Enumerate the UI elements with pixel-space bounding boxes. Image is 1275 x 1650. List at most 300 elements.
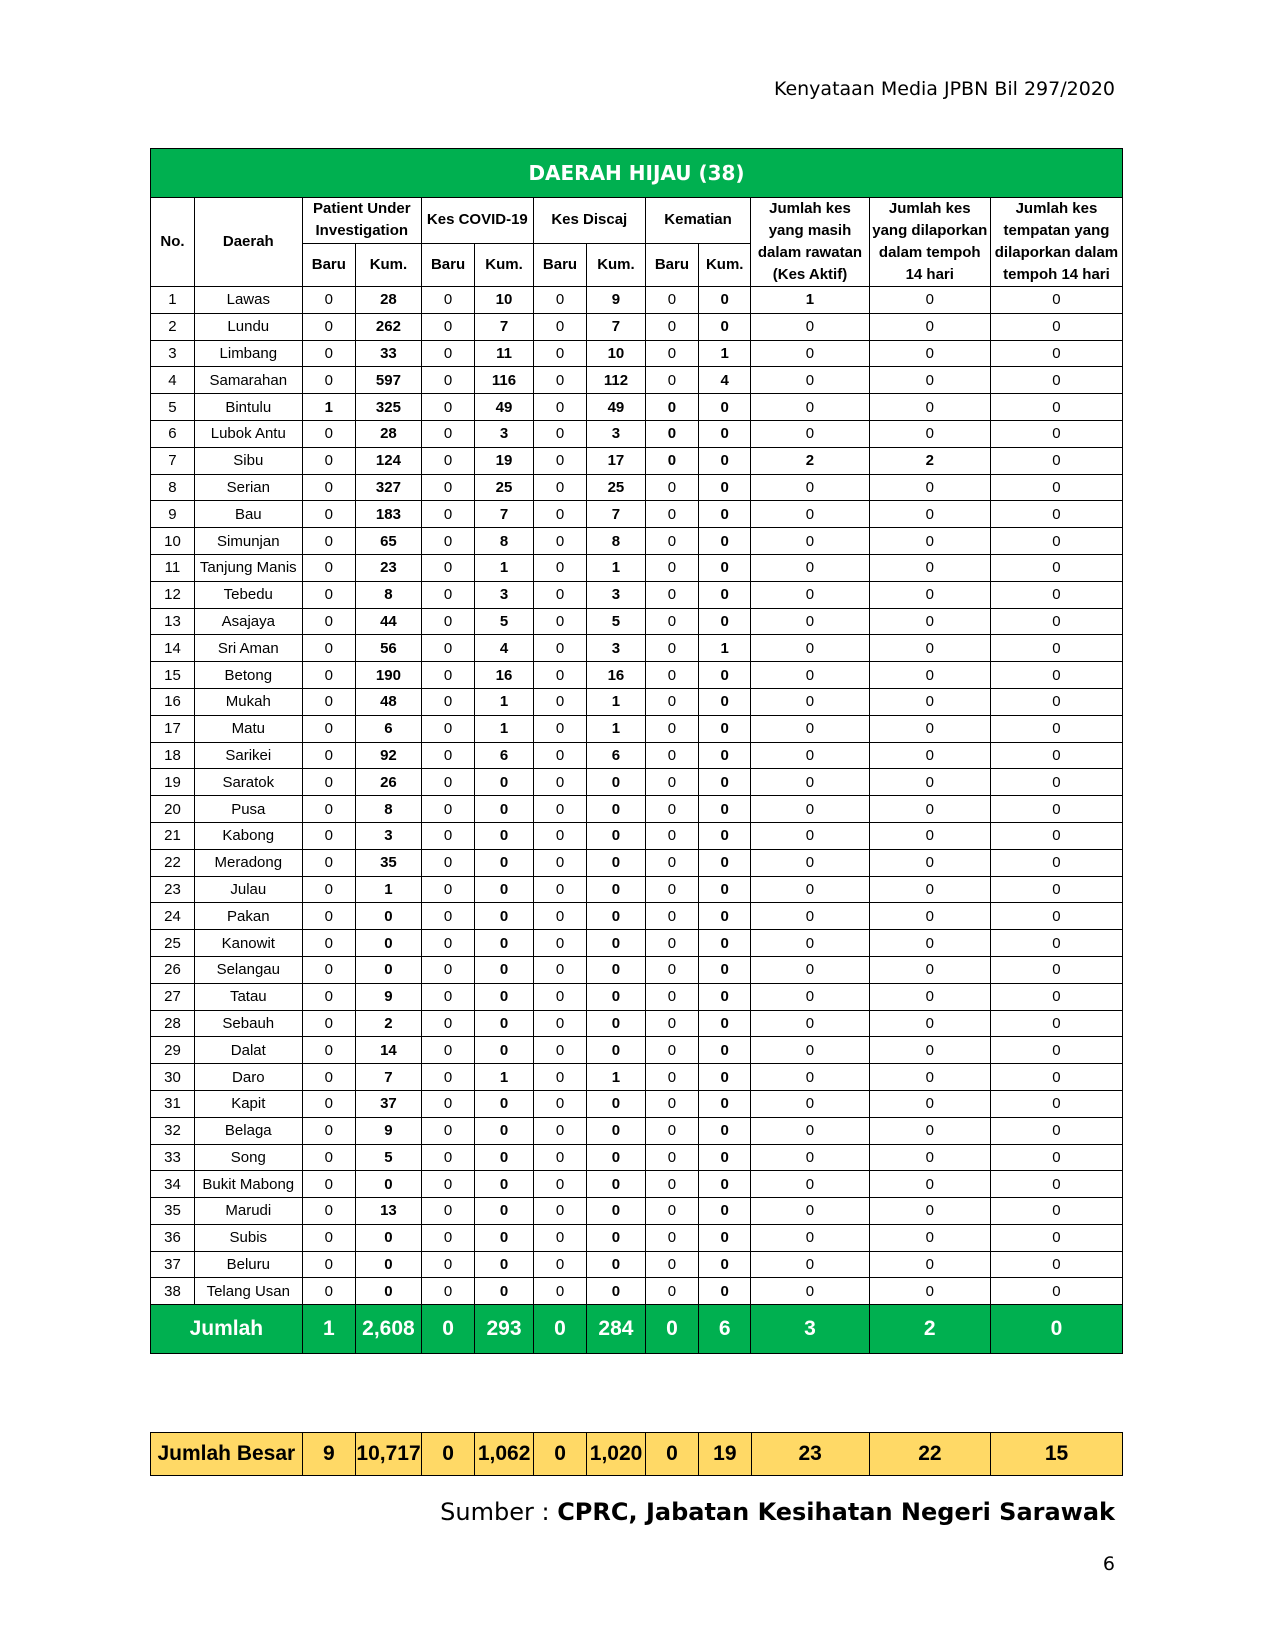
table-cell: 0 (421, 394, 474, 421)
grand-total-cell: 15 (991, 1433, 1123, 1476)
table-cell: 0 (990, 1144, 1122, 1171)
table-cell: 0 (533, 394, 586, 421)
table-cell: 0 (751, 662, 869, 689)
table-cell: 0 (421, 1224, 474, 1251)
daerah-name: Beluru (194, 1251, 302, 1278)
table-cell: 0 (533, 1144, 586, 1171)
grand-total-cell: 0 (645, 1433, 698, 1476)
table-cell: 0 (421, 1198, 474, 1225)
col-header-kes-covid: Kes COVID-19 (421, 198, 533, 244)
table-cell: 28 (356, 287, 422, 314)
table-cell: 0 (869, 340, 990, 367)
table-cell: 0 (421, 340, 474, 367)
table-cell: 0 (421, 581, 474, 608)
table-cell: 1 (699, 340, 751, 367)
total-label: Jumlah (151, 1305, 303, 1354)
table-cell: 0 (533, 474, 586, 501)
table-cell: 0 (645, 796, 698, 823)
table-row (151, 796, 1123, 823)
table-cell: 0 (302, 1224, 355, 1251)
table-cell: 7 (587, 313, 646, 340)
table-cell: 0 (475, 956, 534, 983)
table-cell: 0 (475, 1117, 534, 1144)
table-cell: 0 (587, 876, 646, 903)
col-header-kes-aktif: Jumlah kes yang masih dalam rawatan (Kes Aktif) (751, 198, 869, 287)
table-cell: 0 (751, 903, 869, 930)
table-cell: 0 (356, 1171, 422, 1198)
table-cell: 0 (990, 1278, 1122, 1305)
table-cell: 0 (302, 1144, 355, 1171)
table-cell: 0 (869, 742, 990, 769)
table-cell: 0 (869, 930, 990, 957)
table-cell: 0 (356, 956, 422, 983)
table-cell: 5 (475, 608, 534, 635)
table-cell: 0 (302, 849, 355, 876)
table-cell: 0 (587, 983, 646, 1010)
table-cell: 7 (475, 313, 534, 340)
table-cell: 0 (302, 983, 355, 1010)
table-cell: 0 (869, 1037, 990, 1064)
table-cell: 0 (699, 1278, 751, 1305)
table-cell: 0 (645, 608, 698, 635)
row-number: 29 (151, 1037, 195, 1064)
daerah-name: Kanowit (194, 930, 302, 957)
table-cell: 0 (990, 1224, 1122, 1251)
table-cell: 0 (869, 394, 990, 421)
table-cell: 1 (587, 1064, 646, 1091)
daerah-name: Kapit (194, 1090, 302, 1117)
total-cell: 0 (990, 1305, 1122, 1354)
table-cell: 0 (421, 313, 474, 340)
table-cell: 0 (645, 715, 698, 742)
table-cell: 0 (990, 1171, 1122, 1198)
table-cell: 0 (699, 1117, 751, 1144)
table-cell: 0 (869, 796, 990, 823)
table-cell: 0 (990, 742, 1122, 769)
table-cell: 0 (302, 367, 355, 394)
table-cell: 0 (645, 1198, 698, 1225)
table-cell: 0 (751, 1171, 869, 1198)
table-cell: 0 (645, 635, 698, 662)
table-cell: 0 (751, 528, 869, 555)
table-cell: 0 (645, 956, 698, 983)
daerah-name: Julau (194, 876, 302, 903)
table-cell: 0 (869, 1198, 990, 1225)
table-cell: 0 (751, 1251, 869, 1278)
table-row (151, 340, 1123, 367)
table-cell: 0 (645, 313, 698, 340)
table-cell: 0 (751, 715, 869, 742)
table-cell: 116 (475, 367, 534, 394)
table-cell: 0 (356, 930, 422, 957)
table-cell: 0 (990, 1198, 1122, 1225)
col-header-tempatan-14-hari: Jumlah kes tempatan yang dilaporkan dalam tempoh 14 hari (990, 198, 1122, 287)
table-cell: 3 (475, 581, 534, 608)
table-cell: 190 (356, 662, 422, 689)
table-cell: 0 (869, 715, 990, 742)
table-row (151, 903, 1123, 930)
row-number: 7 (151, 447, 195, 474)
table-cell: 0 (302, 742, 355, 769)
table-cell: 0 (699, 394, 751, 421)
table-cell: 0 (587, 1278, 646, 1305)
table-cell: 0 (421, 554, 474, 581)
table-cell: 8 (356, 796, 422, 823)
table-cell: 0 (990, 394, 1122, 421)
table-cell: 0 (645, 822, 698, 849)
row-number: 13 (151, 608, 195, 635)
table-cell: 0 (751, 581, 869, 608)
table-cell: 0 (990, 1037, 1122, 1064)
table-cell: 0 (699, 796, 751, 823)
table-cell: 0 (751, 1198, 869, 1225)
table-cell: 0 (421, 1090, 474, 1117)
row-number: 2 (151, 313, 195, 340)
grand-total-cell: 0 (533, 1433, 586, 1476)
table-cell: 183 (356, 501, 422, 528)
table-row (151, 447, 1123, 474)
table-cell: 0 (869, 1117, 990, 1144)
daerah-name: Dalat (194, 1037, 302, 1064)
table-cell: 11 (475, 340, 534, 367)
daerah-name: Mukah (194, 688, 302, 715)
table-cell: 0 (421, 1278, 474, 1305)
source-name: CPRC, Jabatan Kesihatan Negeri Sarawak (557, 1498, 1115, 1526)
daerah-name: Tebedu (194, 581, 302, 608)
grand-total-cell: 1,062 (475, 1433, 534, 1476)
table-cell: 0 (421, 742, 474, 769)
table-cell: 37 (356, 1090, 422, 1117)
daerah-name: Serian (194, 474, 302, 501)
daerah-name: Lubok Antu (194, 420, 302, 447)
table-cell: 0 (302, 715, 355, 742)
table-cell: 0 (751, 474, 869, 501)
table-cell: 0 (533, 742, 586, 769)
table-cell: 0 (587, 769, 646, 796)
table-cell: 0 (533, 1064, 586, 1091)
daerah-name: Tanjung Manis (194, 554, 302, 581)
table-cell: 0 (302, 1171, 355, 1198)
table-cell: 0 (699, 822, 751, 849)
table-cell: 0 (699, 501, 751, 528)
table-cell: 0 (699, 447, 751, 474)
table-cell: 10 (587, 340, 646, 367)
row-number: 19 (151, 769, 195, 796)
table-cell: 0 (533, 903, 586, 930)
table-cell: 0 (421, 528, 474, 555)
table-cell: 0 (533, 340, 586, 367)
table-row (151, 313, 1123, 340)
table-cell: 0 (645, 1144, 698, 1171)
table-cell: 0 (869, 420, 990, 447)
table-cell: 0 (751, 1010, 869, 1037)
row-number: 6 (151, 420, 195, 447)
total-cell: 6 (699, 1305, 751, 1354)
table-cell: 0 (751, 769, 869, 796)
daerah-name: Matu (194, 715, 302, 742)
table-cell: 0 (869, 769, 990, 796)
table-cell: 0 (421, 447, 474, 474)
table-cell: 0 (302, 796, 355, 823)
table-cell: 0 (302, 581, 355, 608)
table-cell: 0 (533, 876, 586, 903)
table-cell: 0 (421, 367, 474, 394)
table-cell: 0 (751, 367, 869, 394)
daerah-name: Simunjan (194, 528, 302, 555)
table-cell: 0 (533, 608, 586, 635)
table-cell: 0 (475, 849, 534, 876)
table-cell: 0 (533, 769, 586, 796)
table-cell: 1 (587, 554, 646, 581)
table-cell: 0 (587, 1171, 646, 1198)
table-cell: 0 (869, 608, 990, 635)
table-cell: 9 (356, 983, 422, 1010)
table-cell: 0 (990, 769, 1122, 796)
table-cell: 48 (356, 688, 422, 715)
table-cell: 0 (356, 1251, 422, 1278)
table-cell: 0 (421, 930, 474, 957)
col-header-daerah: Daerah (194, 198, 302, 287)
table-cell: 0 (990, 956, 1122, 983)
table-cell: 0 (421, 1064, 474, 1091)
row-number: 31 (151, 1090, 195, 1117)
table-cell: 0 (751, 688, 869, 715)
table-cell: 0 (533, 983, 586, 1010)
table-cell: 0 (699, 769, 751, 796)
table-row (151, 501, 1123, 528)
table-row (151, 581, 1123, 608)
table-cell: 44 (356, 608, 422, 635)
table-cell: 0 (751, 501, 869, 528)
daerah-name: Meradong (194, 849, 302, 876)
table-row (151, 983, 1123, 1010)
table-cell: 33 (356, 340, 422, 367)
table-cell: 0 (990, 688, 1122, 715)
table-cell: 0 (533, 796, 586, 823)
table-row (151, 956, 1123, 983)
table-cell: 0 (533, 1117, 586, 1144)
table-cell: 65 (356, 528, 422, 555)
total-cell: 1 (302, 1305, 355, 1354)
table-cell: 0 (869, 474, 990, 501)
table-cell: 14 (356, 1037, 422, 1064)
table-body (151, 287, 1123, 1305)
table-cell: 0 (533, 930, 586, 957)
table-cell: 0 (475, 1037, 534, 1064)
table-cell: 0 (990, 313, 1122, 340)
table-cell: 1 (475, 715, 534, 742)
table-cell: 0 (751, 742, 869, 769)
table-cell: 0 (475, 1224, 534, 1251)
table-cell: 0 (699, 1224, 751, 1251)
table-cell: 92 (356, 742, 422, 769)
subheader-baru: Baru (302, 243, 355, 287)
table-cell: 3 (587, 635, 646, 662)
row-number: 1 (151, 287, 195, 314)
table-cell: 0 (421, 1117, 474, 1144)
table-cell: 19 (475, 447, 534, 474)
table-cell: 28 (356, 420, 422, 447)
table-cell: 0 (869, 501, 990, 528)
row-number: 5 (151, 394, 195, 421)
total-cell: 0 (645, 1305, 698, 1354)
table-cell: 0 (645, 688, 698, 715)
table-cell: 0 (421, 903, 474, 930)
table-cell: 0 (421, 608, 474, 635)
table-cell: 6 (587, 742, 646, 769)
table-cell: 0 (699, 983, 751, 1010)
table-cell: 0 (533, 501, 586, 528)
table-cell: 0 (475, 1278, 534, 1305)
table-cell: 0 (699, 1090, 751, 1117)
table-cell: 0 (475, 930, 534, 957)
page-header: Kenyataan Media JPBN Bil 297/2020 (773, 78, 1115, 100)
table-cell: 0 (421, 1251, 474, 1278)
table-cell: 0 (751, 394, 869, 421)
table-cell: 0 (990, 554, 1122, 581)
table-cell: 13 (356, 1198, 422, 1225)
table-cell: 0 (533, 1010, 586, 1037)
row-number: 10 (151, 528, 195, 555)
table-cell: 0 (869, 581, 990, 608)
total-cell: 0 (421, 1305, 474, 1354)
table-cell: 0 (990, 849, 1122, 876)
table-row (151, 1117, 1123, 1144)
table-cell: 0 (645, 528, 698, 555)
source-prefix: Sumber : (440, 1498, 558, 1526)
table-cell: 0 (533, 715, 586, 742)
table-cell: 3 (356, 822, 422, 849)
table-cell: 0 (302, 956, 355, 983)
table-cell: 0 (699, 287, 751, 314)
total-cell: 3 (751, 1305, 869, 1354)
table-cell: 0 (533, 287, 586, 314)
table-cell: 0 (645, 1251, 698, 1278)
table-cell: 0 (990, 474, 1122, 501)
table-cell: 0 (533, 581, 586, 608)
table-cell: 0 (421, 715, 474, 742)
table-cell: 0 (869, 1090, 990, 1117)
table-cell: 0 (751, 1144, 869, 1171)
table-cell: 0 (645, 849, 698, 876)
total-cell: 2,608 (356, 1305, 422, 1354)
table-cell: 1 (475, 1064, 534, 1091)
table-cell: 0 (699, 849, 751, 876)
table-cell: 112 (587, 367, 646, 394)
daerah-name: Bukit Mabong (194, 1171, 302, 1198)
table-cell: 0 (302, 1117, 355, 1144)
table-cell: 0 (302, 287, 355, 314)
table-title: DAERAH HIJAU (38) (151, 149, 1123, 198)
grand-total-cell: 23 (751, 1433, 869, 1476)
table-cell: 0 (587, 930, 646, 957)
row-number: 37 (151, 1251, 195, 1278)
table-cell: 0 (533, 1090, 586, 1117)
daerah-name: Pusa (194, 796, 302, 823)
row-number: 22 (151, 849, 195, 876)
table-cell: 0 (533, 554, 586, 581)
table-cell: 0 (421, 1037, 474, 1064)
table-cell: 0 (699, 1144, 751, 1171)
table-cell: 0 (990, 581, 1122, 608)
total-cell: 0 (533, 1305, 586, 1354)
table-cell: 0 (990, 983, 1122, 1010)
row-number: 11 (151, 554, 195, 581)
grand-total-cell: 10,717 (356, 1433, 422, 1476)
table-cell: 0 (645, 903, 698, 930)
row-number: 8 (151, 474, 195, 501)
col-header-pui: Patient Under Investigation (302, 198, 421, 244)
table-cell: 26 (356, 769, 422, 796)
table-cell: 0 (645, 1090, 698, 1117)
table-row (151, 715, 1123, 742)
table-cell: 0 (645, 1010, 698, 1037)
table-cell: 49 (587, 394, 646, 421)
table-cell: 0 (869, 822, 990, 849)
table-cell: 0 (475, 983, 534, 1010)
grand-total-cell: 9 (302, 1433, 355, 1476)
table-row (151, 849, 1123, 876)
table-cell: 0 (533, 528, 586, 555)
daerah-name: Telang Usan (194, 1278, 302, 1305)
table-cell: 0 (699, 715, 751, 742)
table-cell: 0 (869, 849, 990, 876)
table-cell: 0 (751, 930, 869, 957)
table-cell: 0 (587, 1198, 646, 1225)
table-cell: 0 (699, 742, 751, 769)
table-row (151, 1090, 1123, 1117)
table-cell: 1 (302, 394, 355, 421)
table-cell: 0 (699, 581, 751, 608)
table-cell: 0 (533, 447, 586, 474)
table-cell: 0 (869, 367, 990, 394)
table-row (151, 1010, 1123, 1037)
table-cell: 0 (421, 501, 474, 528)
table-cell: 0 (990, 1090, 1122, 1117)
subheader-kum: Kum. (356, 243, 422, 287)
total-row (151, 1305, 1123, 1354)
table-cell: 0 (699, 554, 751, 581)
table-cell: 0 (587, 1010, 646, 1037)
daerah-hijau-table (150, 148, 1123, 1354)
table-row (151, 822, 1123, 849)
table-cell: 0 (302, 1064, 355, 1091)
table-row (151, 876, 1123, 903)
table-cell: 0 (751, 420, 869, 447)
table-cell: 9 (587, 287, 646, 314)
table-cell: 0 (751, 1117, 869, 1144)
total-cell: 284 (587, 1305, 646, 1354)
table-cell: 0 (869, 662, 990, 689)
table-cell: 0 (302, 447, 355, 474)
table-cell: 0 (990, 420, 1122, 447)
table-cell: 0 (302, 1278, 355, 1305)
table-cell: 0 (990, 528, 1122, 555)
table-cell: 6 (475, 742, 534, 769)
table-cell: 0 (587, 849, 646, 876)
table-cell: 0 (421, 688, 474, 715)
table-cell: 0 (645, 1037, 698, 1064)
grand-total-cell: 1,020 (587, 1433, 646, 1476)
grand-total-cell: 0 (421, 1433, 474, 1476)
table-cell: 0 (645, 287, 698, 314)
table-cell: 0 (990, 715, 1122, 742)
table-cell: 0 (302, 608, 355, 635)
table-cell: 0 (869, 983, 990, 1010)
table-cell: 0 (302, 1090, 355, 1117)
table-cell: 0 (990, 822, 1122, 849)
daerah-name: Bau (194, 501, 302, 528)
